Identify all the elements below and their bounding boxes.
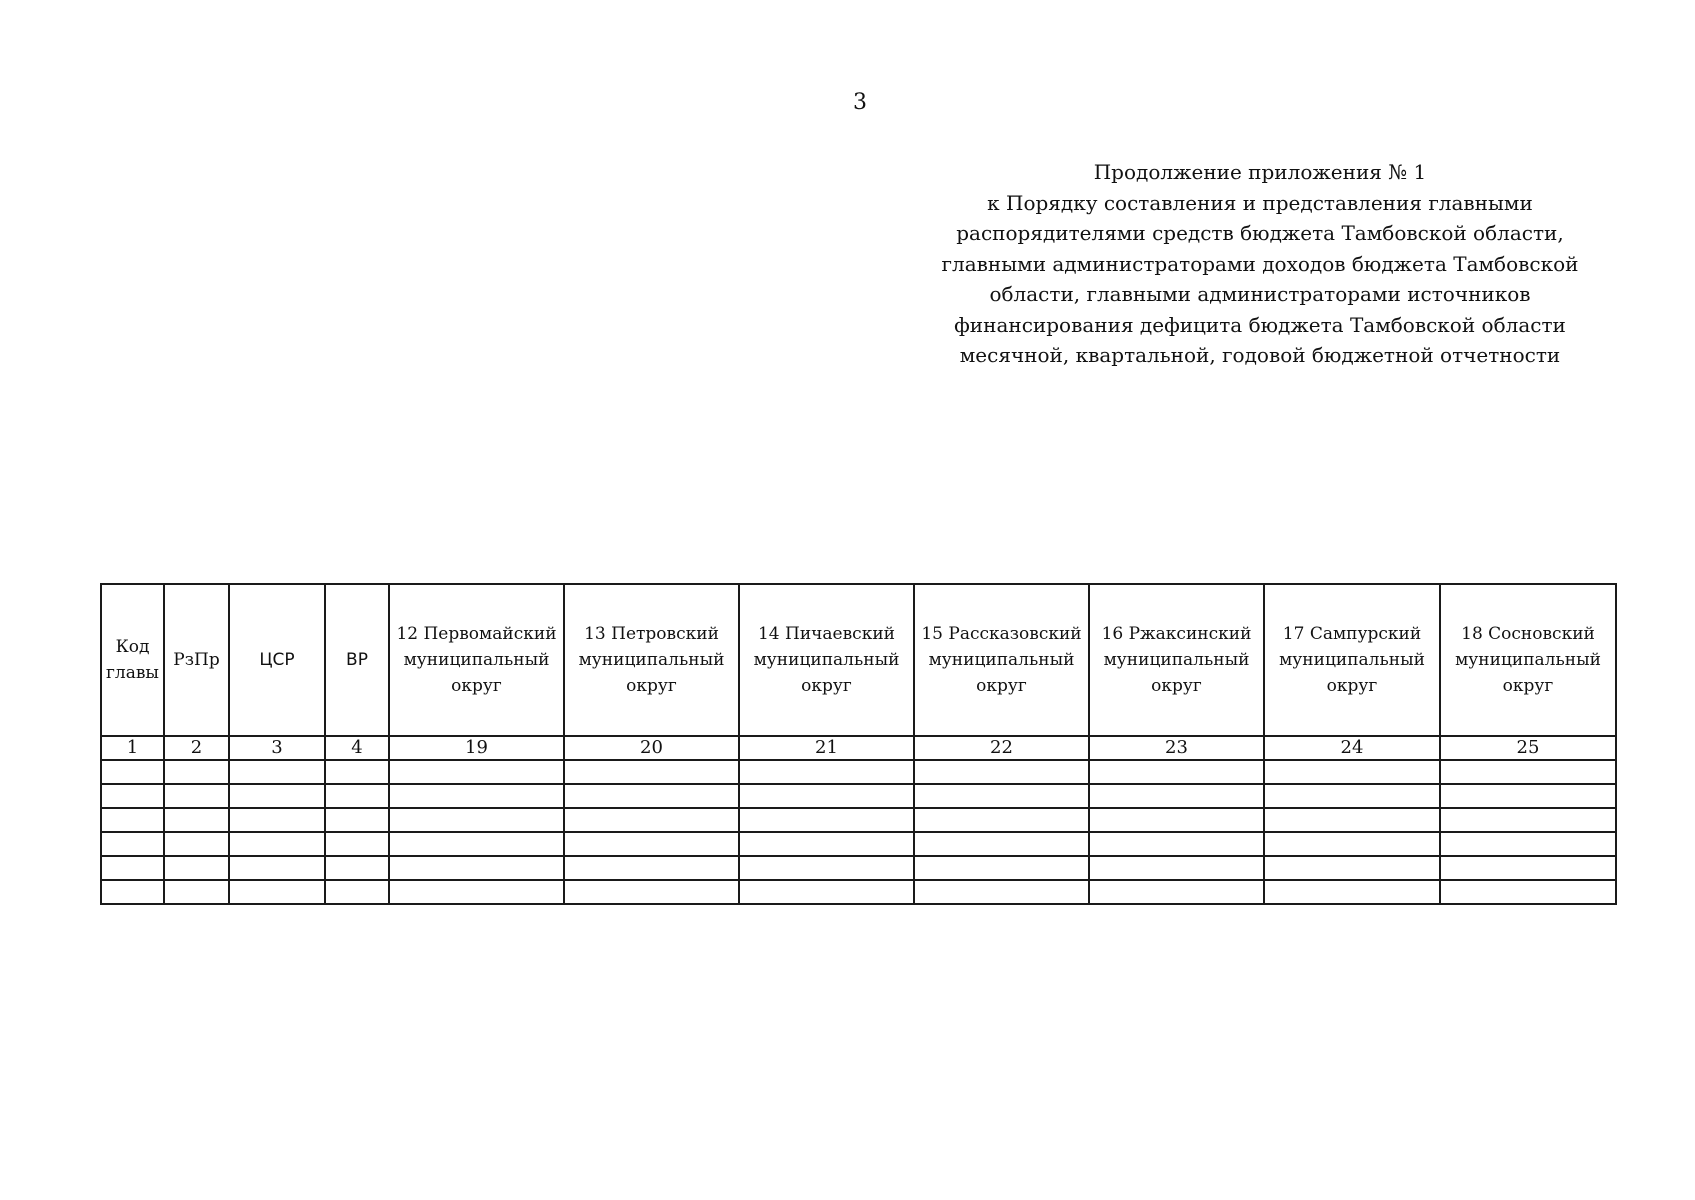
column-header-district <box>1440 584 1616 736</box>
table-cell[interactable] <box>229 760 325 784</box>
table-cell[interactable] <box>1089 760 1264 784</box>
column-header-line: Код <box>115 637 150 657</box>
column-header-line: округ <box>1326 676 1378 696</box>
table-row <box>101 808 1616 832</box>
column-header-district <box>564 584 739 736</box>
table-cell[interactable] <box>564 808 739 832</box>
table-cell[interactable] <box>1089 880 1264 904</box>
appendix-header-line: к Порядку составления и представления главными <box>987 190 1533 215</box>
table-cell[interactable] <box>229 832 325 856</box>
column-header-line: округ <box>801 676 852 696</box>
appendix-header-line: Продолжение приложения № 1 <box>1093 160 1427 184</box>
table-cell[interactable] <box>1440 760 1616 784</box>
column-number: 4 <box>325 736 389 760</box>
table-cell[interactable] <box>1264 808 1440 832</box>
column-header-line: 12 Первомайский <box>396 624 557 644</box>
table-cell[interactable] <box>564 856 739 880</box>
column-header-line: муниципальный <box>1103 650 1250 670</box>
column-header-district <box>389 584 564 736</box>
table-row <box>101 784 1616 808</box>
column-header-district <box>1089 584 1264 736</box>
table-cell[interactable] <box>325 784 389 808</box>
table-cell[interactable] <box>739 760 914 784</box>
column-header-line: 13 Петровский <box>584 624 719 644</box>
column-header-line: главы <box>106 663 159 683</box>
appendix-header-line: распорядителями средств бюджета Тамбовской области, <box>956 221 1564 245</box>
column-number: 1 <box>101 736 164 760</box>
column-header-line: ЦСР <box>259 650 295 670</box>
table-cell[interactable] <box>564 832 739 856</box>
table-cell[interactable] <box>389 856 564 880</box>
table-cell[interactable] <box>739 880 914 904</box>
table-cell[interactable] <box>101 856 164 880</box>
table-cell[interactable] <box>164 760 229 784</box>
table-cell[interactable] <box>914 808 1089 832</box>
table-cell[interactable] <box>389 832 564 856</box>
table-row <box>101 880 1616 904</box>
column-header-line: муниципальный <box>578 650 725 670</box>
table-cell[interactable] <box>739 808 914 832</box>
table-cell[interactable] <box>325 880 389 904</box>
column-number: 23 <box>1089 736 1264 760</box>
table-cell[interactable] <box>389 880 564 904</box>
table-cell[interactable] <box>229 808 325 832</box>
column-header-vr <box>325 584 389 736</box>
table-row <box>101 760 1616 784</box>
column-header-line: муниципальный <box>753 650 900 670</box>
table-cell[interactable] <box>229 784 325 808</box>
column-number: 22 <box>914 736 1089 760</box>
column-header-line: округ <box>451 676 502 696</box>
column-header-line: ВР <box>346 650 368 670</box>
table-cell[interactable] <box>229 856 325 880</box>
table-cell[interactable] <box>164 880 229 904</box>
table-cell[interactable] <box>1089 784 1264 808</box>
table-cell[interactable] <box>325 808 389 832</box>
table-cell[interactable] <box>325 856 389 880</box>
table-cell[interactable] <box>1440 784 1616 808</box>
table-cell[interactable] <box>389 808 564 832</box>
table-cell[interactable] <box>1440 808 1616 832</box>
table-cell[interactable] <box>914 832 1089 856</box>
table-cell[interactable] <box>564 760 739 784</box>
column-header-line: округ <box>626 676 677 696</box>
table-cell[interactable] <box>914 784 1089 808</box>
table-cell[interactable] <box>564 880 739 904</box>
column-header-line: 16 Ржаксинский <box>1101 624 1252 644</box>
column-header-district <box>914 584 1089 736</box>
appendix-header-line: финансирования дефицита бюджета Тамбовской области <box>954 312 1566 337</box>
table-cell[interactable] <box>1089 832 1264 856</box>
column-header-district <box>739 584 914 736</box>
appendix-header-line: главными администраторами доходов бюджета Тамбовской <box>941 251 1579 276</box>
table-cell[interactable] <box>1264 880 1440 904</box>
table-cell[interactable] <box>229 880 325 904</box>
table-cell[interactable] <box>1440 856 1616 880</box>
column-number: 3 <box>229 736 325 760</box>
column-header-line: РзПр <box>173 650 220 670</box>
table-cell[interactable] <box>101 880 164 904</box>
table-cell[interactable] <box>1089 808 1264 832</box>
table-cell[interactable] <box>164 856 229 880</box>
table-cell[interactable] <box>1440 832 1616 856</box>
table-cell[interactable] <box>739 784 914 808</box>
table-row <box>101 856 1616 880</box>
table-cell[interactable] <box>914 856 1089 880</box>
table-cell[interactable] <box>389 784 564 808</box>
table-cell[interactable] <box>914 880 1089 904</box>
column-header-line: муниципальный <box>403 650 550 670</box>
column-header-line: муниципальный <box>1455 650 1601 670</box>
table-cell[interactable] <box>101 808 164 832</box>
column-header-line: 18 Сосновский <box>1461 624 1595 644</box>
table-cell[interactable] <box>914 760 1089 784</box>
table-cell[interactable] <box>101 784 164 808</box>
table-cell[interactable] <box>325 832 389 856</box>
table-cell[interactable] <box>389 760 564 784</box>
table-cell[interactable] <box>325 760 389 784</box>
column-header-line: округ <box>1502 676 1554 696</box>
table-cell[interactable] <box>739 832 914 856</box>
column-header-line: муниципальный <box>1279 650 1425 670</box>
table-cell[interactable] <box>164 784 229 808</box>
table-cell[interactable] <box>1440 880 1616 904</box>
column-number: 21 <box>739 736 914 760</box>
column-header-line: 15 Рассказовский <box>921 624 1082 644</box>
column-header-csr <box>229 584 325 736</box>
column-header-line: округ <box>976 676 1027 696</box>
column-header-line: муниципальный <box>928 650 1075 670</box>
appendix-header-line: области, главными администраторами источников <box>989 282 1531 306</box>
column-number: 20 <box>564 736 739 760</box>
column-header-district <box>1264 584 1440 736</box>
column-header-line: 14 Пичаевский <box>757 624 895 644</box>
table-cell[interactable] <box>1264 760 1440 784</box>
table-cell[interactable] <box>101 832 164 856</box>
column-header-line: округ <box>1151 676 1202 696</box>
column-number: 25 <box>1440 736 1616 760</box>
table-cell[interactable] <box>164 808 229 832</box>
page-number: 3 <box>853 90 867 115</box>
table-cell[interactable] <box>739 856 914 880</box>
table-cell[interactable] <box>101 760 164 784</box>
table-row <box>101 832 1616 856</box>
column-number: 19 <box>389 736 564 760</box>
column-number: 24 <box>1264 736 1440 760</box>
table-cell[interactable] <box>1264 856 1440 880</box>
report-table <box>100 583 1617 905</box>
column-header-chapter-code <box>101 584 164 736</box>
column-header-rzpr <box>164 584 229 736</box>
header-row <box>101 584 1616 736</box>
column-header-line: 17 Сампурский <box>1282 624 1422 644</box>
table-cell[interactable] <box>564 784 739 808</box>
table-cell[interactable] <box>164 832 229 856</box>
appendix-header-line: месячной, квартальной, годовой бюджетной отчетности <box>959 343 1561 367</box>
table-cell[interactable] <box>1089 856 1264 880</box>
appendix-header <box>935 157 1585 371</box>
table-cell[interactable] <box>1264 784 1440 808</box>
table-cell[interactable] <box>1264 832 1440 856</box>
column-number: 2 <box>164 736 229 760</box>
column-number-row <box>101 736 1616 760</box>
